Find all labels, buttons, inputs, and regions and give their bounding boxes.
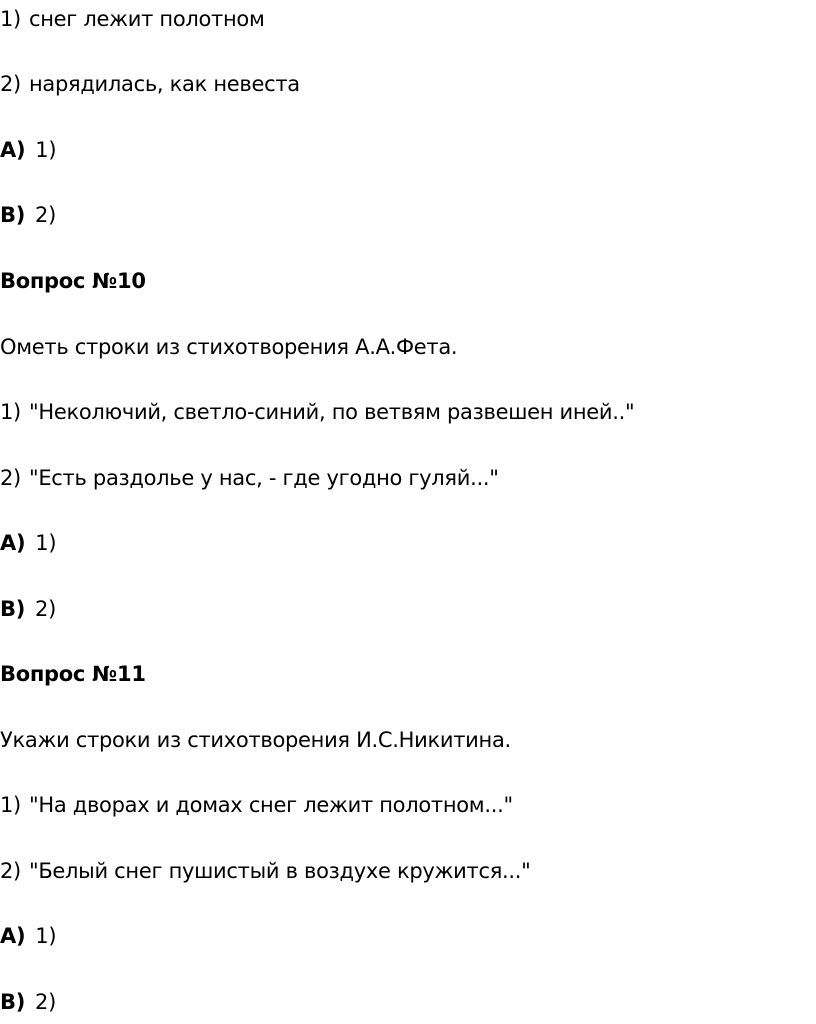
q10-option-1-line	[0, 399, 634, 425]
answer-label-b: B)	[0, 597, 26, 621]
q10-answer-b-line[interactable]	[0, 596, 56, 622]
answer-value: 1)	[35, 138, 57, 162]
option-number: 1)	[0, 7, 21, 31]
answer-value: 1)	[35, 924, 57, 948]
q11-answer-b-line[interactable]	[0, 989, 56, 1015]
question-10-title: Вопрос №10	[0, 269, 146, 293]
answer-value: 2)	[35, 990, 56, 1014]
option-text: снег лежит полотном	[28, 7, 265, 31]
option-text: "Неколючий, светло-синий, по ветвям развешен иней.."	[28, 400, 635, 424]
option-text: "Белый снег пушистый в воздухе кружится..."	[28, 859, 531, 883]
q10-answer-a-line[interactable]	[0, 530, 56, 556]
answer-label-b: B)	[0, 203, 26, 227]
answer-label-b: B)	[0, 990, 26, 1014]
answer-b-line[interactable]	[0, 202, 56, 228]
q11-option-1-line	[0, 792, 513, 818]
answer-value: 2)	[35, 597, 56, 621]
option-number: 2)	[0, 466, 21, 490]
answer-label-a: A)	[0, 138, 26, 162]
option-number: 1)	[0, 793, 21, 817]
question-11-prompt: Укажи строки из стихотворения И.С.Никитина.	[0, 728, 511, 752]
answer-label-a: A)	[0, 924, 26, 948]
option-number: 1)	[0, 400, 21, 424]
option-1-line	[0, 6, 265, 32]
answer-value: 2)	[35, 203, 56, 227]
answer-value: 1)	[35, 531, 57, 555]
option-text: "Есть раздолье у нас, - где угодно гуляй..."	[28, 466, 499, 490]
option-number: 2)	[0, 859, 21, 883]
option-2-line	[0, 71, 300, 97]
option-number: 2)	[0, 72, 21, 96]
option-text: нарядилась, как невеста	[28, 72, 300, 96]
answer-a-line[interactable]	[0, 137, 56, 163]
answer-label-a: A)	[0, 531, 26, 555]
question-10-prompt: Ометь строки из стихотворения А.А.Фета.	[0, 335, 458, 359]
option-text: "На дворах и домах снег лежит полотном..."	[28, 793, 513, 817]
q11-option-2-line	[0, 858, 531, 884]
q11-answer-a-line[interactable]	[0, 923, 56, 949]
question-11-title: Вопрос №11	[0, 662, 146, 686]
q10-option-2-line	[0, 465, 499, 491]
